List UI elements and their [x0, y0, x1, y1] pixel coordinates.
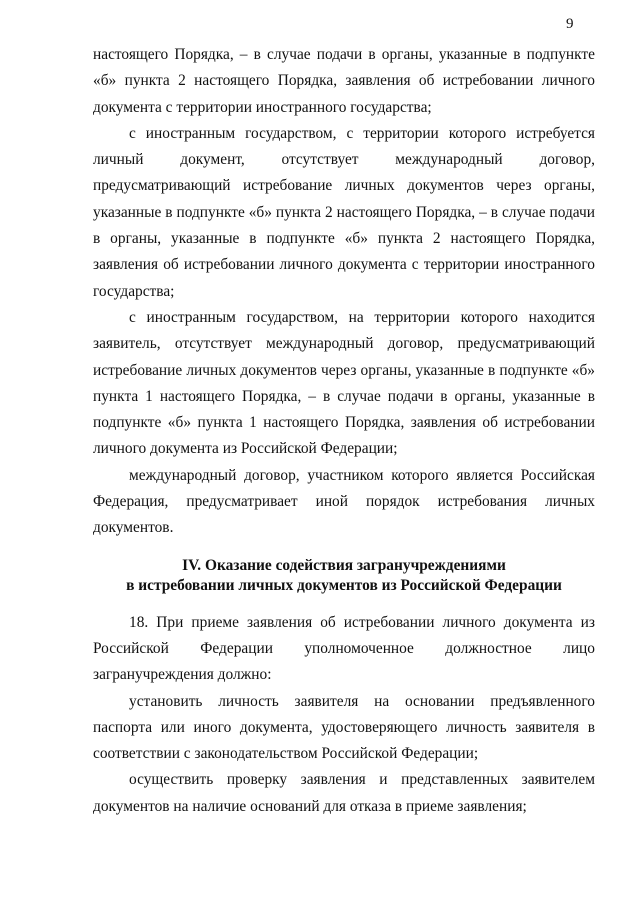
- paragraph-item-18: 18. При приеме заявления об истребовании личного документа из Российской Федерации уполномоченное должностное лицо загранучреждения должно:: [93, 613, 595, 684]
- section-heading: [93, 556, 595, 596]
- paragraph: осуществить проверку заявления и представленных заявителем документов на наличие оснований для отказа в приеме заявления;: [93, 771, 595, 815]
- section-heading-line1: IV. Оказание содействия загранучреждениями: [182, 556, 506, 574]
- paragraph-continuation: настоящего Порядка, – в случае подачи в органы, указанные в подпункте «б» пункта 2 настоящего Порядка, заявления об истребовании личного документа с территории иностранного государства;: [93, 46, 595, 116]
- paragraph: международный договор, участником которого является Российская Федерация, предусматривает иной порядок истребования личных документов.: [93, 466, 595, 537]
- paragraph: с иностранным государством, с территории которого истребуется личный документ, отсутствует международный договор, предусматривающий истребование личных документов через органы, указанные в подпункте «б» пункта 2 настоящего Порядка, – в случае подачи в органы, указанные в подпункте «б» пункта 2 настоящего Порядка, заявления об истребовании личного документа с территории иностранного государства;: [93, 124, 595, 300]
- document-body: [93, 42, 595, 820]
- section-heading-line2: в истребовании личных документов из Российской Федерации: [126, 576, 562, 594]
- paragraph: установить личность заявителя на основании предъявленного паспорта или иного документа, удостоверяющего личность заявителя в соответствии с законодательством Российской Федерации;: [93, 692, 595, 763]
- page-number: 9: [566, 16, 574, 32]
- paragraph: с иностранным государством, на территории которого находится заявитель, отсутствует международный договор, предусматривающий истребование личных документов через органы, указанные в подпункте «б» пункта 1 настоящего Порядка, – в случае подачи в органы, указанные в подпункте «б» пункта 1 настоящего Порядка, заявления об истребовании личного документа из Российской Федерации;: [93, 308, 595, 458]
